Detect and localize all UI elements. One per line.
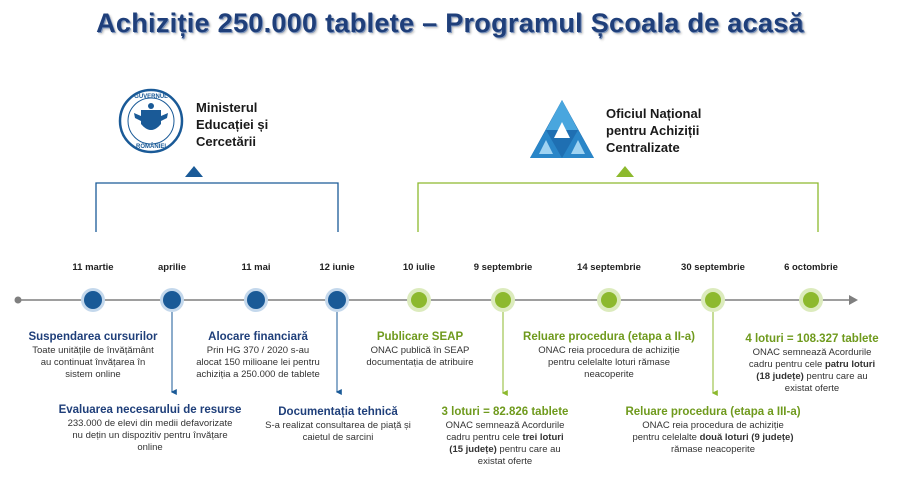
date-label: aprilie	[158, 262, 186, 273]
node-11-mai	[244, 288, 268, 312]
seal-top-text: GUVERNUL	[134, 94, 168, 100]
node-14-septembrie	[597, 288, 621, 312]
date-label: 6 octombrie	[784, 262, 838, 273]
event-3-loturi: 3 loturi = 82.826 tablete ONAC semnează Acordurile cadru pentru cele trei loturi (15 județe) pentru care au existat oferte	[441, 406, 569, 467]
event-reluare-etapa-3: Reluare procedura (etapa a III-a) ONAC reia procedura de achiziție pentru celelalte două loturi (9 județe) rămase neacoperite	[625, 406, 801, 455]
onac-logo-icon	[530, 100, 594, 158]
node-11-martie	[81, 288, 105, 312]
date-label: 30 septembrie	[681, 262, 745, 273]
ministry-bracket	[96, 183, 338, 232]
ministry-marker	[185, 166, 203, 177]
node-aprilie	[160, 288, 184, 312]
onac-bracket	[418, 183, 818, 232]
date-label: 12 iunie	[319, 262, 355, 273]
ministry-seal-icon	[120, 90, 182, 152]
page-title: Achiziție 250.000 tablete – Programul Școala de acasă	[96, 8, 804, 38]
event-documentatie: Documentația tehnică S-a realizat consultarea de piață și caietul de sarcini	[265, 406, 411, 443]
event-suspendare: Suspendarea cursurilor Toate unitățile de învățământ au continuat învățarea în sistem online	[28, 331, 158, 380]
event-evaluare: Evaluarea necesarului de resurse 233.000 de elevi din medii defavorizate nu dețin un dispozitiv pentru învățare online	[58, 404, 242, 453]
node-10-iulie	[407, 288, 431, 312]
date-label: 11 martie	[72, 262, 114, 273]
onac-marker	[616, 166, 634, 177]
node-6-octombrie	[799, 288, 823, 312]
ministry-name: Ministerul Educației și Cercetării	[196, 100, 269, 149]
event-publicare-seap: Publicare SEAP ONAC publică în SEAP documentația de atribuire	[366, 331, 474, 368]
date-label: 9 septembrie	[473, 262, 533, 273]
event-alocare: Alocare financiară Prin HG 370 / 2020 s-au alocat 150 milioane lei pentru achiziția a 250.000 de tablete	[196, 331, 320, 380]
node-30-septembrie	[701, 288, 725, 312]
date-label: 10 iulie	[402, 262, 436, 273]
node-9-septembrie	[491, 288, 515, 312]
node-12-iunie	[325, 288, 349, 312]
seal-bottom-text: ROMÂNIEI	[136, 144, 166, 150]
date-label: 14 septembrie	[577, 262, 641, 273]
onac-name: Oficiul Național pentru Achiziții Centralizate	[606, 106, 702, 155]
date-label: 11 mai	[241, 262, 271, 273]
event-reluare-etapa-2: Reluare procedura (etapa a II-a) ONAC reia procedura de achiziție pentru celelalte loturi rămase neacoperite	[523, 331, 695, 380]
event-4-loturi: 4 loturi = 108.327 tablete ONAC semnează Acordurile cadru pentru cele patru loturi (18 județe) pentru care au existat oferte	[745, 333, 879, 394]
